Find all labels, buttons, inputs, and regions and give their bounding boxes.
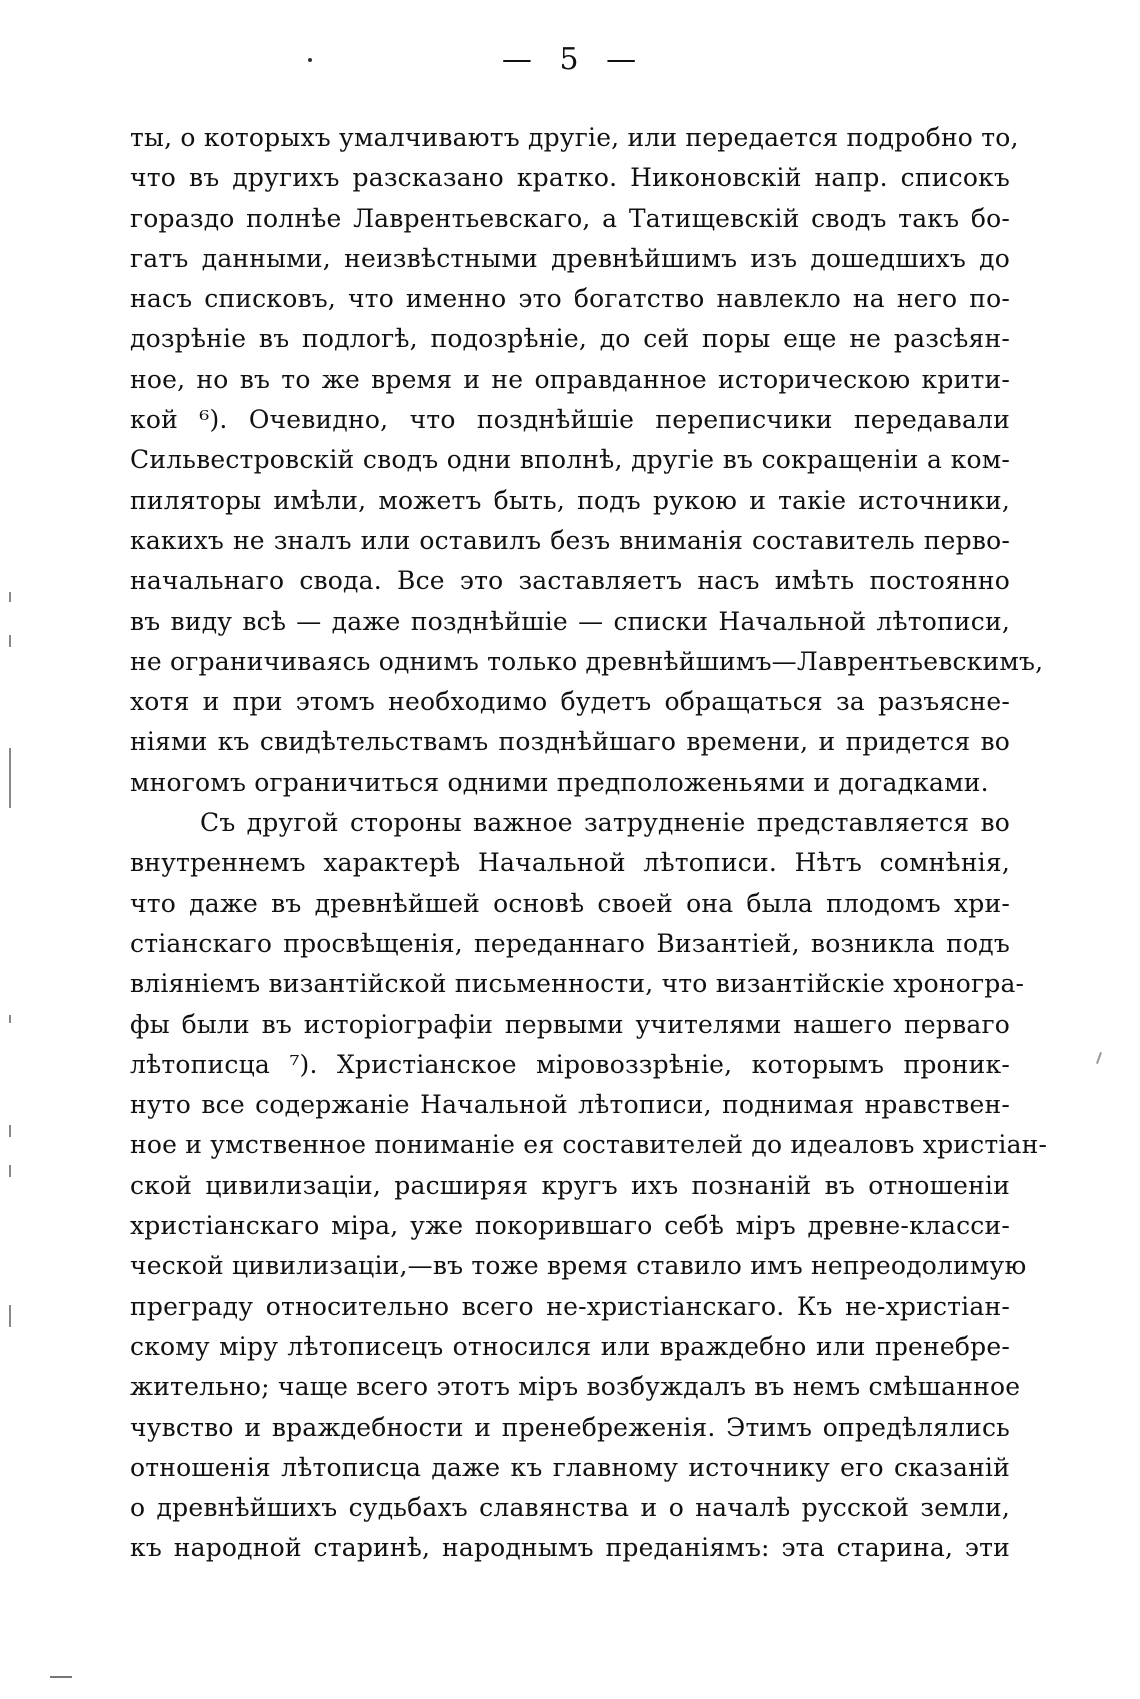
text-line: жительно; чаще всего этотъ міръ возбуждалъ въ немъ смѣшанное <box>130 1372 1021 1402</box>
header-dash-left: — <box>501 42 534 77</box>
text-line: гатъ данными, неизвѣстными древнѣйшимъ изъ дошедшихъ до <box>130 243 1010 273</box>
paragraph-start-line: Съ другой стороны важное затрудненіе представляется во <box>200 808 1010 838</box>
scan-gutter-mark <box>9 1165 11 1177</box>
text-line: отношенія лѣтописца даже къ главному источнику его сказаній <box>130 1452 1010 1482</box>
text-line: хотя и при этомъ необходимо будетъ обращаться за разъясне- <box>130 687 1010 717</box>
text-line: нуто все содержаніе Начальной лѣтописи, поднимая нравствен- <box>130 1090 1010 1120</box>
text-line: ное, но въ то же время и не оправданное историческою крити- <box>130 364 1010 394</box>
text-line: какихъ не зналъ или оставилъ безъ вниманія составитель перво- <box>130 525 1010 555</box>
text-line: пиляторы имѣли, можетъ быть, подъ рукою и такіе источники, <box>130 485 1010 515</box>
text-line: внутреннемъ характерѣ Начальной лѣтописи. Нѣтъ сомнѣнія, <box>130 848 1010 878</box>
text-line: фы были въ исторіографіи первыми учителями нашего перваго <box>130 1009 1010 1039</box>
text-line: стіанскаго просвѣщенія, переданнаго Византіей, возникла подъ <box>130 928 1010 958</box>
text-line: не ограничиваясь однимъ только древнѣйшимъ—Лаврентьевскимъ, <box>130 646 1044 676</box>
text-line: въ виду всѣ — даже позднѣйшіе — списки Начальной лѣтописи, <box>130 606 1010 636</box>
text-line: ской цивилизаціи, расширяя кругъ ихъ познаній въ отношеніи <box>130 1170 1010 1200</box>
text-line: Сильвестровскій сводъ одни вполнѣ, другіе въ сокращеніи а ком- <box>130 445 1010 475</box>
page-number: 5 <box>559 42 581 77</box>
text-line: ное и умственное пониманіе ея составителей до идеаловъ христіан- <box>130 1130 1048 1160</box>
scan-gutter-mark <box>9 1015 11 1023</box>
text-line: скому міру лѣтописецъ относился или враждебно или пренебре- <box>130 1331 1010 1361</box>
text-line: гораздо полнѣе Лаврентьевскаго, а Татищевскій сводъ такъ бо- <box>130 203 1010 233</box>
text-line: ческой цивилизаціи,—въ тоже время ставило имъ непреодолимую <box>130 1251 1027 1281</box>
text-line: вліяніемъ византійской письменности, что византійскіе хроногра- <box>130 969 1025 999</box>
text-line: ты, о которыхъ умалчиваютъ другіе, или передается подробно то, <box>130 123 1019 152</box>
text-line: лѣтописца ⁷). Христіанское міровоззрѣніе, которымъ проник- <box>130 1049 1010 1079</box>
body-text <box>130 118 1048 1569</box>
text-line: что даже въ древнѣйшей основѣ своей она была плодомъ хри- <box>130 888 1010 918</box>
text-line: кой ⁶). Очевидно, что позднѣйшіе переписчики передавали <box>130 405 1010 435</box>
text-line: христіанскаго міра, уже покорившаго себѣ міръ древне-класси- <box>130 1211 1010 1241</box>
scan-gutter-mark <box>9 1305 11 1327</box>
text-line: начальнаго свода. Все это заставляетъ насъ имѣть постоянно <box>130 566 1010 596</box>
text-line: о древнѣйшихъ судьбахъ славянства и о началѣ русской земли, <box>130 1493 1010 1523</box>
text-line: ніями къ свидѣтельствамъ позднѣйшаго времени, и придется во <box>130 727 1010 757</box>
scan-gutter-mark <box>9 1125 11 1137</box>
text-line: дозрѣніе въ подлогѣ, подозрѣніе, до сей поры еще не разсѣян- <box>130 324 1010 354</box>
page-header <box>0 42 1140 77</box>
text-line: преграду относительно всего не-христіанскаго. Къ не-христіан- <box>130 1291 1010 1321</box>
text-line: что въ другихъ разсказано кратко. Никоновскій напр. списокъ <box>130 163 1010 193</box>
text-line: чувство и враждебности и пренебреженія. Этимъ опредѣлялись <box>130 1412 1010 1442</box>
text-line: насъ списковъ, что именно это богатство навлекло на него по- <box>130 284 1010 314</box>
scan-side-mark <box>1096 1052 1102 1064</box>
text-line: многомъ ограничиться одними предположеньями и догадками. <box>130 767 989 797</box>
scan-gutter-mark <box>9 592 11 602</box>
scan-foot-mark <box>50 1676 72 1678</box>
header-dash-right: — <box>606 42 639 77</box>
scan-gutter-mark <box>9 748 11 808</box>
scan-gutter-mark <box>9 635 11 647</box>
text-line: къ народной старинѣ, народнымъ преданіямъ: эта старина, эти <box>130 1533 1010 1563</box>
